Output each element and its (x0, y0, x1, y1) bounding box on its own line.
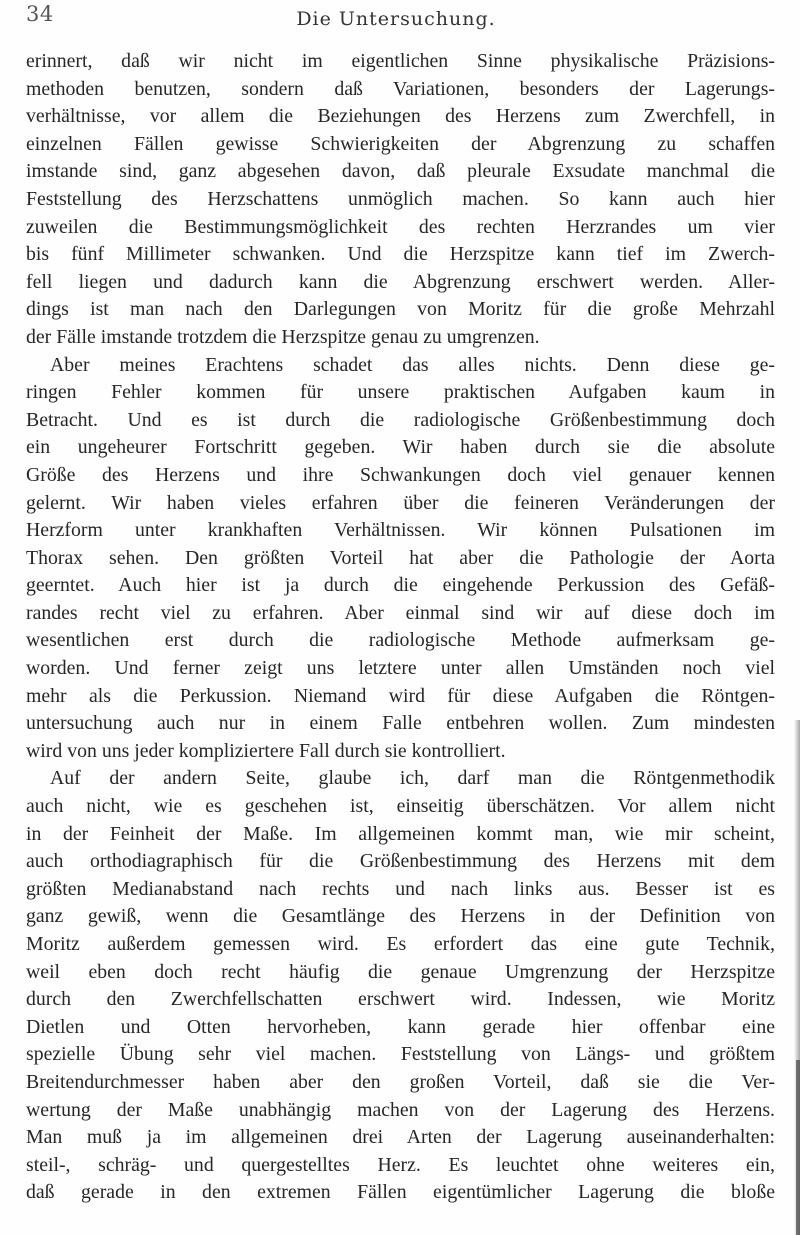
text-line: Betracht. Und es ist durch die radiologische Größenbestimmung doch (26, 408, 775, 431)
text-line: daß gerade in den extremen Fällen eigentümlicher Lagerung die bloße (26, 1181, 775, 1204)
text-line: randes recht viel zu erfahren. Aber einmal sind wir auf diese doch im (26, 601, 775, 624)
text-line: steil-, schräg- und quergestelltes Herz. Es leuchtet ohne weiteres ein, (26, 1153, 775, 1176)
text-line: gelernt. Wir haben vieles erfahren über die feineren Veränderungen der (26, 491, 775, 514)
text-line: erinnert, daß wir nicht im eigentlichen Sinne physikalische Präzisions- (26, 50, 775, 72)
text-line: imstande sind, ganz abgesehen davon, daß pleurale Exsudate manchmal die (26, 160, 775, 183)
text-line: einzelnen Fällen gewisse Schwierigkeiten der Abgrenzung zu schaffen (26, 132, 775, 155)
running-head: Die Untersuchung. (296, 8, 496, 30)
text-line: untersuchung auch nur in einem Falle entbehren wollen. Zum mindesten (26, 712, 775, 735)
text-line: in der Feinheit der Maße. Im allgemeinen kommt man, wie mir scheint, (26, 822, 775, 845)
text-line: Moritz außerdem gemessen wird. Es erfordert das eine gute Technik, (26, 933, 775, 955)
paragraph-1 (26, 48, 775, 352)
text-line: Feststellung des Herzschattens unmöglich machen. So kann auch hier (26, 187, 775, 210)
text-line: ein ungeheurer Fortschritt gegeben. Wir haben durch sie die absolute (26, 436, 775, 459)
paragraph-3 (26, 765, 775, 1207)
text-line: auch orthodiagraphisch für die Größenbestimmung des Herzens mit dem (26, 850, 775, 873)
body-text (26, 48, 775, 1207)
text-line: ganz gewiß, wenn die Gesamtlänge des Herzens in der Definition von (26, 905, 775, 928)
text-line: mehr als die Perkussion. Niemand wird für diese Aufgaben die Röntgen- (26, 684, 775, 707)
text-line: verhältnisse, vor allem die Beziehungen des Herzens zum Zwerchfell, in (26, 105, 775, 128)
text-line: dings ist man nach den Darlegungen von Moritz für die große Mehrzahl (26, 298, 775, 321)
text-line: Auf der andern Seite, glaube ich, darf man die Röntgenmethodik (50, 767, 775, 790)
text-line: Thorax sehen. Den größten Vorteil hat aber die Pathologie der Aorta (26, 546, 775, 569)
page-edge-binding (796, 1060, 800, 1235)
text-line: Man muß ja im allgemeinen drei Arten der Lagerung auseinanderhalten: (26, 1126, 775, 1149)
text-line: geerntet. Auch hier ist ja durch die eingehende Perkussion des Gefäß- (26, 574, 775, 597)
text-line: wesentlichen erst durch die radiologische Methode aufmerksam ge- (26, 629, 775, 652)
text-line: spezielle Übung sehr viel machen. Feststellung von Längs- und größtem (26, 1043, 775, 1066)
text-line: Herzform unter krankhaften Verhältnissen. Wir können Pulsationen im (26, 519, 775, 542)
text-line: wertung der Maße unabhängig machen von der Lagerung des Herzens. (26, 1098, 775, 1121)
text-line: auch nicht, wie es geschehen ist, einseitig überschätzen. Vor allem nicht (26, 795, 775, 818)
text-line: der Fälle imstande trotzdem die Herzspitze genau zu umgrenzen. (26, 325, 540, 348)
text-line: wird von uns jeder kompliziertere Fall durch sie kontrolliert. (26, 739, 506, 762)
paragraph-2 (26, 352, 775, 766)
text-line: weil eben doch recht häufig die genaue Umgrenzung der Herzspitze (26, 960, 775, 983)
text-line: bis fünf Millimeter schwanken. Und die Herzspitze kann tief im Zwerch- (26, 243, 775, 266)
text-line: Größe des Herzens und ihre Schwankungen doch viel genauer kennen (26, 463, 775, 486)
text-line: Breitendurchmesser haben aber den großen Vorteil, daß sie die Ver- (26, 1070, 775, 1093)
text-line: worden. Und ferner zeigt uns letztere unter allen Umständen noch viel (26, 657, 775, 680)
text-line: zuweilen die Bestimmungsmöglichkeit des rechten Herzrandes um vier (26, 215, 775, 238)
text-line: methoden benutzen, sondern daß Variationen, besonders der Lagerungs- (26, 77, 775, 100)
text-line: Dietlen und Otten hervorheben, kann gerade hier offenbar eine (26, 1015, 775, 1038)
text-line: fell liegen und dadurch kann die Abgrenzung erschwert werden. Aller- (26, 270, 775, 293)
text-line: ringen Fehler kommen für unsere praktischen Aufgaben kaum in (26, 381, 775, 404)
text-line: größten Medianabstand nach rechts und nach links aus. Besser ist es (26, 877, 775, 900)
page-header (26, 2, 766, 32)
text-line: durch den Zwerchfellschatten erschwert wird. Indessen, wie Moritz (26, 988, 775, 1011)
text-line: Aber meines Erachtens schadet das alles nichts. Denn diese ge- (50, 353, 775, 376)
page-number: 34 (26, 2, 54, 26)
